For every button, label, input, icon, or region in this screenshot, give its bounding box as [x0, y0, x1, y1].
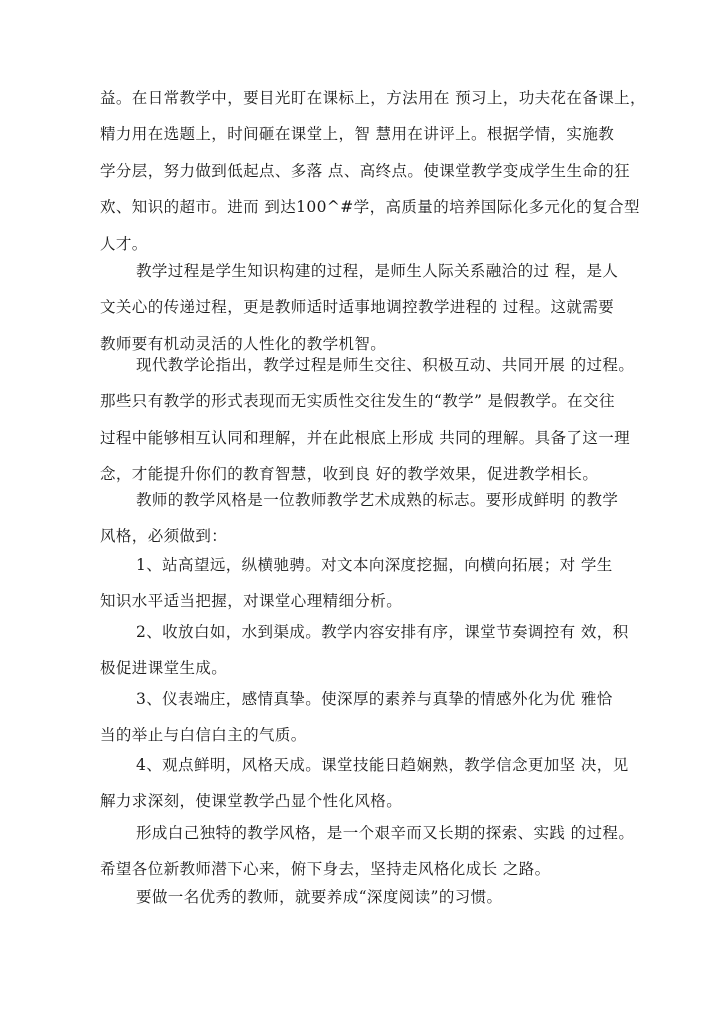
text-line: 教学过程是学生知识构建的过程，是师生人际关系融洽的过 程，是人	[136, 262, 619, 280]
paragraph-intro-continued	[100, 80, 646, 262]
list-item-2	[100, 614, 629, 687]
text-line: 益。在日常教学中，要目光盯在课标上，方法用在 预习上，功夫花在备课上，	[100, 89, 646, 107]
paragraph-own-style	[100, 815, 635, 888]
text-line: 过程中能够相互认同和理解，并在此根底上形成 共同的理解。具备了这一理	[100, 428, 631, 447]
text-line: 人才。	[100, 234, 148, 253]
text-line: 当的举止与白信白主的气质。	[100, 726, 307, 745]
text-line: 学分层，努力做到低起点、多落 点、高终点。使课堂教学变成学生生命的狂	[100, 161, 631, 180]
text-line: 风格，必须做到：	[100, 527, 228, 546]
text-line: 教师的教学风格是一位教师教学艺术成熟的标志。要形成鲜明 的教学	[136, 491, 619, 509]
text-line: 1、站高望远，纵横驰骋。对文本向深度挖掘，向横向拓展；对 学生	[136, 556, 613, 574]
text-line: 解力求深刻，使课堂教学凸显个性化风格。	[100, 792, 403, 811]
text-line: 2、收放白如，水到渠成。教学内容安排有序，课堂节奏调控有 效，积	[136, 623, 629, 641]
text-line: 希望各位新教师潜下心来，俯下身去，坚持走风格化成长 之路。	[100, 860, 551, 879]
text-line: 3、仪表端庄，感情真挚。使深厚的素养与真挚的情感外化为优 雅恰	[136, 690, 613, 708]
paragraph-deep-reading	[100, 879, 620, 915]
text-line: 形成白己独特的教学风格，是一个艰辛而又长期的探索、实践 的过程。	[136, 824, 635, 842]
list-item-3	[100, 681, 620, 754]
text-line: 欢、知识的超市。进而 到达100^#学，高质量的培养国际化多元化的复合型	[100, 198, 640, 217]
text-line: 极促进课堂生成。	[100, 659, 228, 678]
paragraph-modern-teaching-theory	[100, 347, 635, 493]
text-line: 教师要有机动灵活的人性化的教学机智。	[100, 334, 387, 353]
text-line: 文关心的传递过程，更是教师适时适事地调控教学进程的 过程。这就需要	[100, 298, 615, 317]
paragraph-teaching-process	[100, 253, 620, 362]
text-line: 要做一名优秀的教师，就要养成“深度阅读”的习惯。	[136, 888, 503, 906]
text-line: 精力用在选题上，时间砸在课堂上，智 慧用在讲评上。根据学情，实施教	[100, 125, 615, 144]
text-line: 4、观点鲜明，风格天成。课堂技能日趋娴熟，教学信念更加坚 决，见	[136, 756, 629, 774]
text-line: 那些只有教学的形式表现而无实质性交往发生的“教学” 是假教学。在交往	[100, 392, 615, 411]
text-line: 念，才能提升你们的教育智慧，收到良 好的教学效果，促进教学相长。	[100, 465, 599, 484]
text-line: 知识水平适当把握，对课堂心理精细分析。	[100, 592, 403, 611]
paragraph-teaching-style	[100, 482, 620, 555]
text-line: 现代教学论指出，教学过程是师生交往、积极互动、共同开展 的过程。	[136, 356, 635, 374]
list-item-4	[100, 747, 629, 820]
list-item-1	[100, 547, 620, 620]
